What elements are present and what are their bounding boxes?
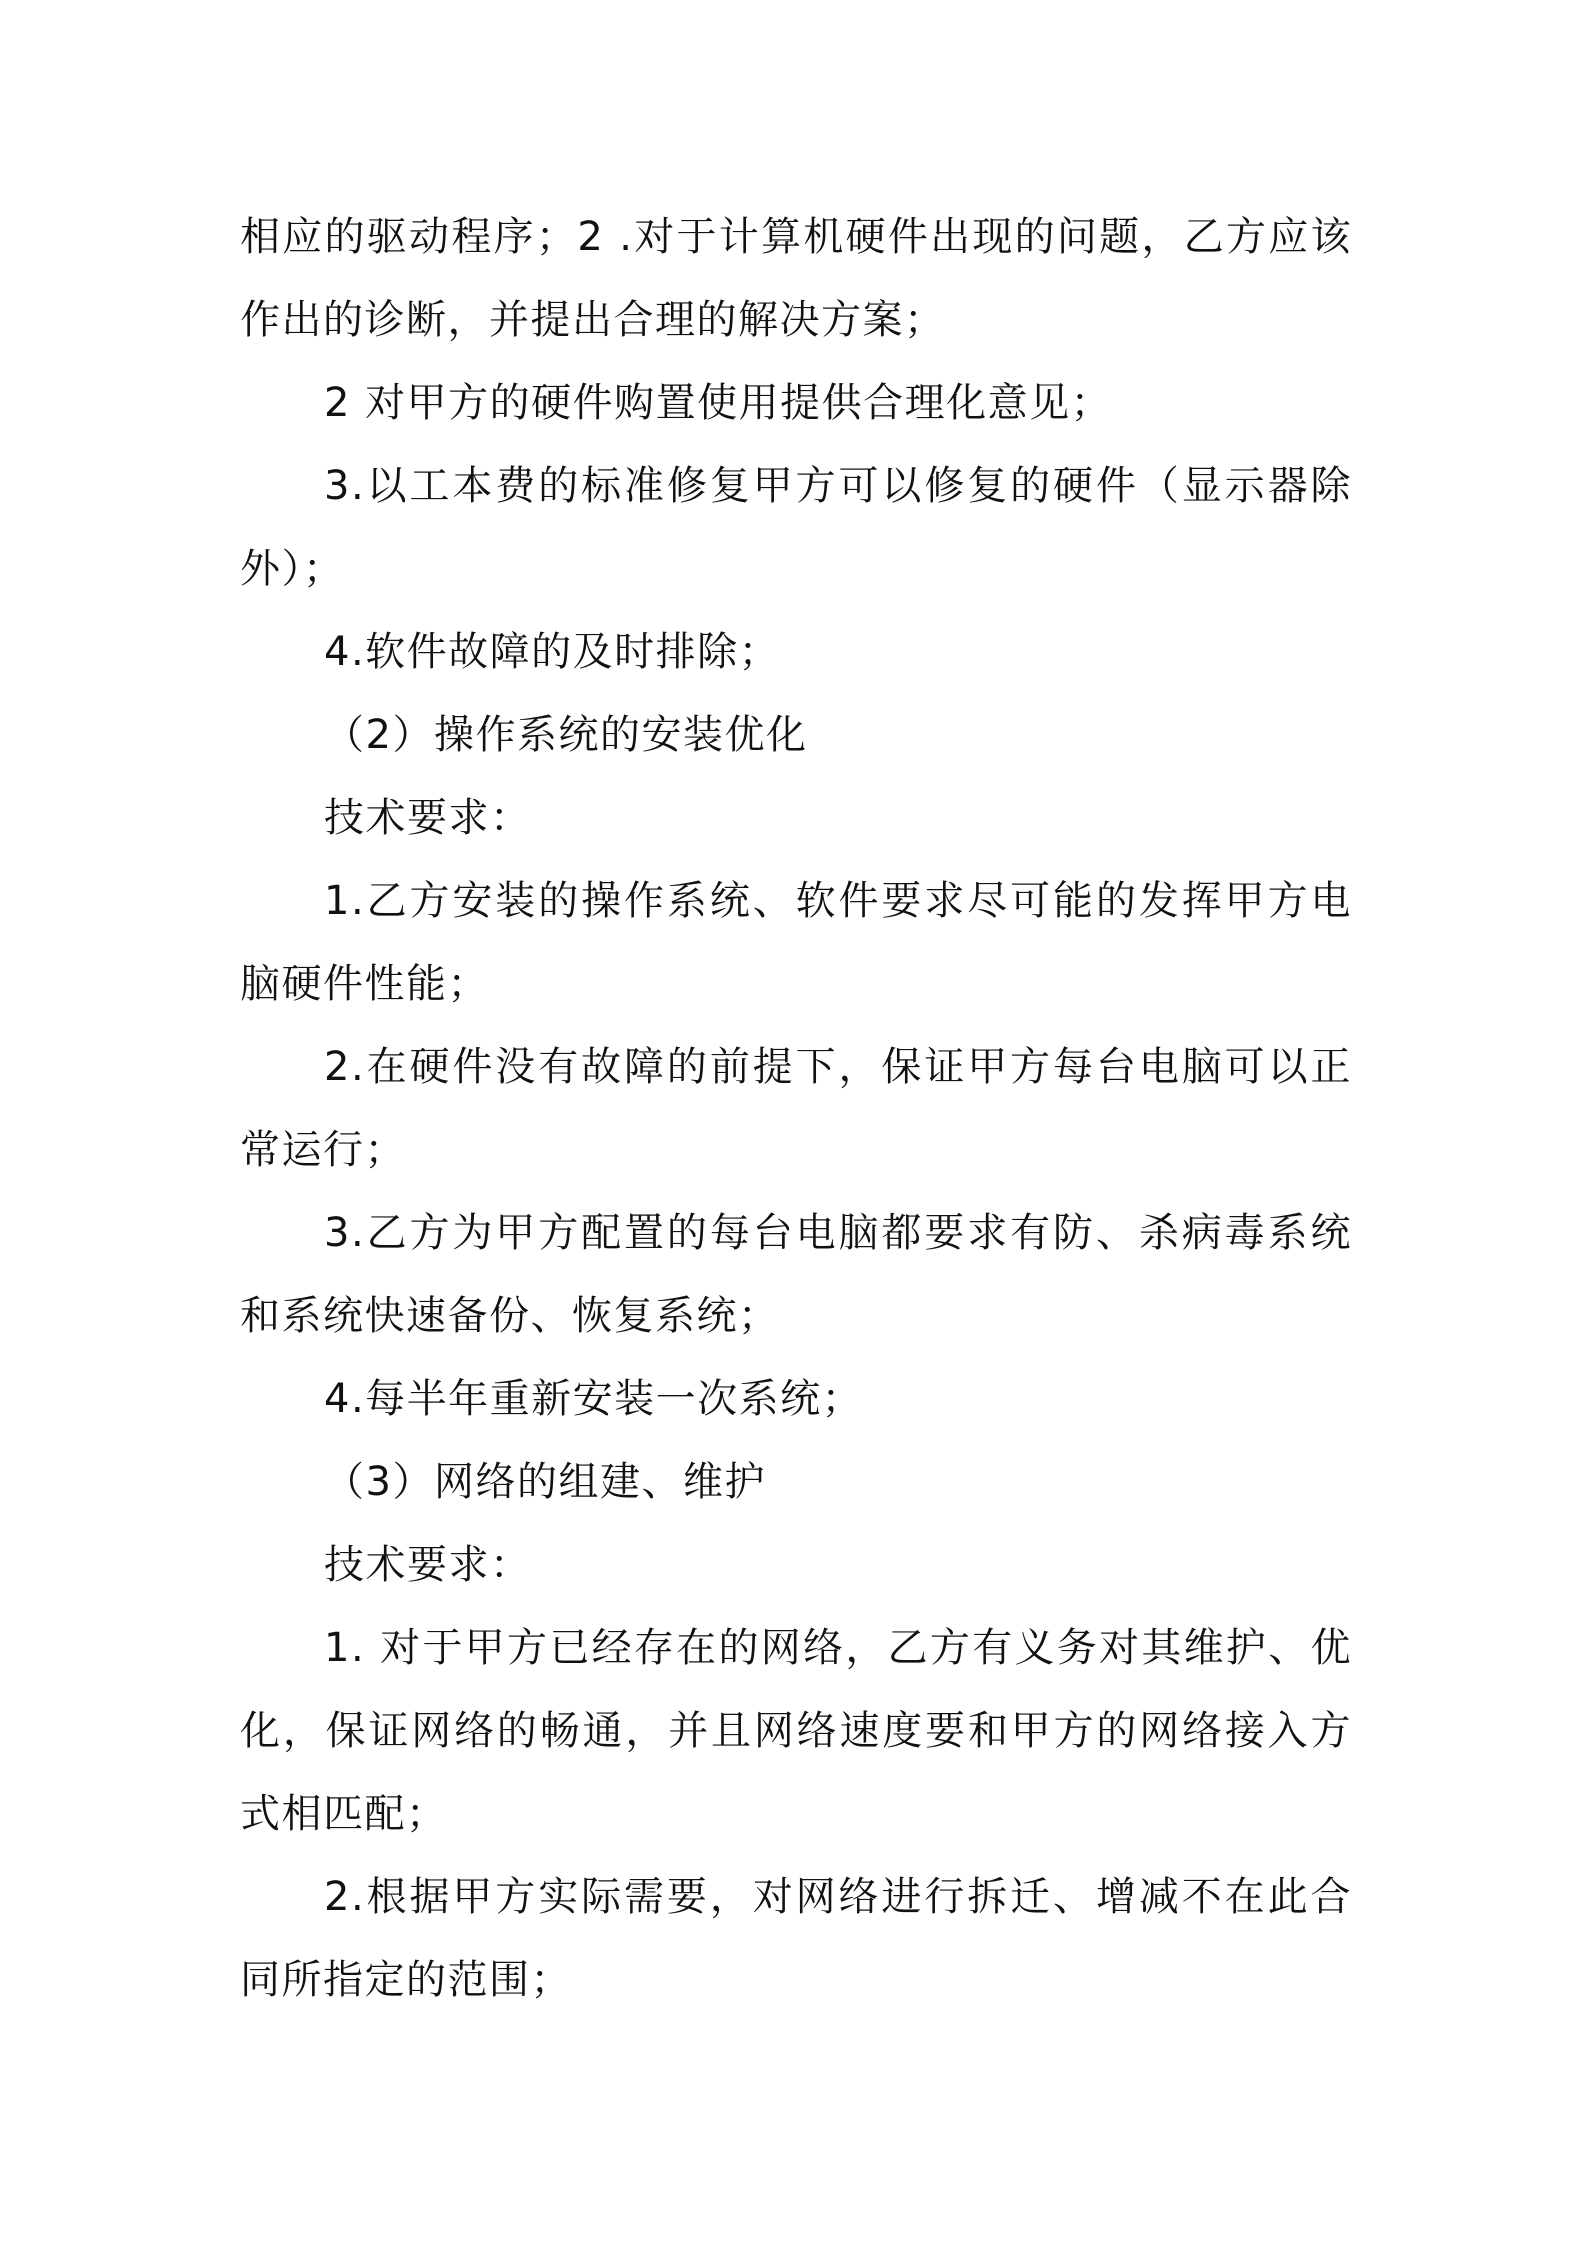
tech-requirements-label-os: 技术要求： [324,795,532,841]
paragraph-os-performance: 1.乙方安装的操作系统、软件要求尽可能的发挥甲方电脑硬件性能； [240,878,1352,1007]
paragraph-network-maintenance: 1. 对于甲方已经存在的网络，乙方有义务对其维护、优化，保证网络的畅通，并且网络速度要和甲方的网络接入方式相匹配； [240,1625,1352,1837]
section-heading-network: （3）网络的组建、维护 [324,1459,766,1505]
paragraph-normal-operation: 2.在硬件没有故障的前提下，保证甲方每台电脑可以正常运行； [240,1044,1352,1173]
tech-requirements-label-network: 技术要求： [324,1542,532,1588]
section-heading-os-install: （2）操作系统的安装优化 [324,712,808,758]
paragraph-network-relocation: 2.根据甲方实际需要，对网络进行拆迁、增减不在此合同所指定的范围； [240,1874,1352,2003]
paragraph-reinstall-schedule: 4.每半年重新安装一次系统； [324,1376,864,1422]
paragraph-antivirus-backup: 3.乙方为甲方配置的每台电脑都要求有防、杀病毒系统和系统快速备份、恢复系统； [240,1210,1352,1339]
paragraph-software-fault: 4.软件故障的及时排除； [324,629,781,675]
paragraph-hardware-purchase-advice: 2 对甲方的硬件购置使用提供合理化意见； [324,380,1113,426]
paragraph-hardware-repair: 3.以工本费的标准修复甲方可以修复的硬件（显示器除外）； [240,463,1352,592]
paragraph-driver-and-hardware-diagnosis: 相应的驱动程序；2 .对于计算机硬件出现的问题，乙方应该作出的诊断，并提出合理的解决方案； [240,214,1352,343]
document-body [240,196,1352,2022]
